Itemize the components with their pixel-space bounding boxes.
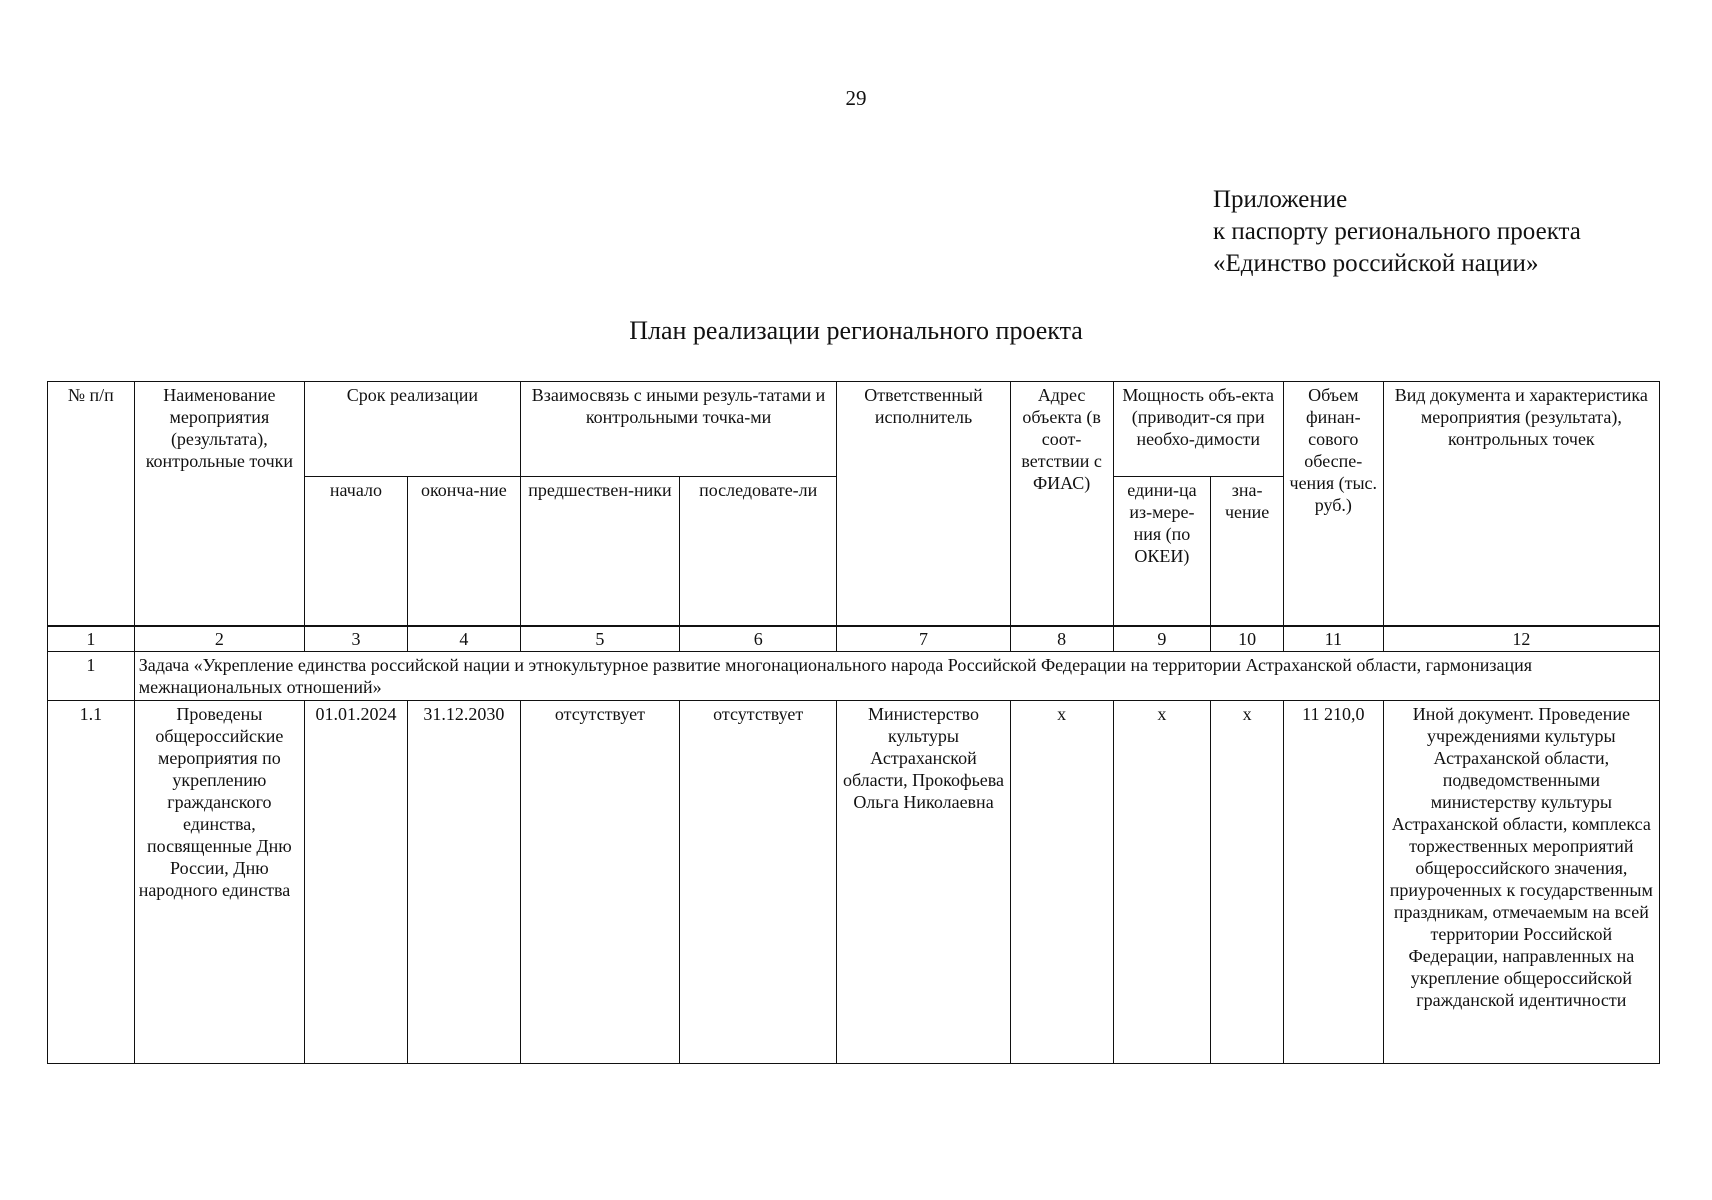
column-number: 12 bbox=[1383, 626, 1659, 652]
header-capacity: Мощность объ-екта (приводит-ся при необхо-димости bbox=[1113, 382, 1283, 477]
task-number: 1 bbox=[48, 652, 135, 701]
column-number: 6 bbox=[680, 626, 837, 652]
plan-table bbox=[47, 381, 1660, 1064]
activity-name: Проведены общероссийские мероприятия по укреплению гражданского единства, посвященные Дню России, Дню народного единства bbox=[134, 701, 304, 1064]
appendix-note bbox=[1213, 184, 1581, 280]
responsible-cell: Министерство культуры Астраханской области, Прокофьева Ольга Николаевна bbox=[837, 701, 1010, 1064]
column-number: 7 bbox=[837, 626, 1010, 652]
start-date: 01.01.2024 bbox=[305, 701, 408, 1064]
unit-cell: x bbox=[1113, 701, 1211, 1064]
column-number: 4 bbox=[407, 626, 520, 652]
page-number: 29 bbox=[845, 86, 867, 110]
column-number: 9 bbox=[1113, 626, 1211, 652]
header-relation: Взаимосвязь с иными резуль-татами и контрольными точка-ми bbox=[520, 382, 837, 477]
task-text: Задача «Укрепление единства российской нации и этнокультурное развитие многонационального народа Российской Федерации на территории Астраханской области, гармонизация межнациональных отношений» bbox=[134, 652, 1659, 701]
appendix-line-2: к паспорту регионального проекта bbox=[1213, 218, 1581, 245]
value-cell: x bbox=[1211, 701, 1284, 1064]
header-address: Адрес объекта (в соот-ветствии с ФИАС) bbox=[1010, 382, 1113, 627]
header-value: зна-чение bbox=[1211, 477, 1284, 627]
address-cell: x bbox=[1010, 701, 1113, 1064]
header-doc-type: Вид документа и характеристика мероприятия (результата), контрольных точек bbox=[1383, 382, 1659, 627]
appendix-line-3: «Единство российской нации» bbox=[1213, 250, 1539, 277]
end-date: 31.12.2030 bbox=[407, 701, 520, 1064]
header-successors: последовате-ли bbox=[680, 477, 837, 627]
predecessors-cell: отсутствует bbox=[520, 701, 679, 1064]
funding-cell: 11 210,0 bbox=[1283, 701, 1383, 1064]
column-number: 11 bbox=[1283, 626, 1383, 652]
row-number: 1.1 bbox=[48, 701, 135, 1064]
column-number-row bbox=[48, 626, 1660, 652]
header-num: № п/п bbox=[48, 382, 135, 627]
column-number: 3 bbox=[305, 626, 408, 652]
column-number: 5 bbox=[520, 626, 679, 652]
header-responsible: Ответственный исполнитель bbox=[837, 382, 1010, 627]
header-term-start: начало bbox=[305, 477, 408, 627]
header-term-end: оконча-ние bbox=[407, 477, 520, 627]
column-number: 2 bbox=[134, 626, 304, 652]
successors-cell: отсутствует bbox=[680, 701, 837, 1064]
task-row bbox=[48, 652, 1660, 701]
appendix-line-1: Приложение bbox=[1213, 186, 1348, 213]
document-title: План реализации регионального проекта bbox=[629, 316, 1083, 345]
column-number: 8 bbox=[1010, 626, 1113, 652]
table-row bbox=[48, 701, 1660, 1064]
header-funding: Объем финан-сового обеспе-чения (тыс. руб.) bbox=[1283, 382, 1383, 627]
header-term: Срок реализации bbox=[305, 382, 521, 477]
column-number: 10 bbox=[1211, 626, 1284, 652]
column-number: 1 bbox=[48, 626, 135, 652]
header-unit: едини-ца из-мере-ния (по ОКЕИ) bbox=[1113, 477, 1211, 627]
header-name: Наименование мероприятия (результата), контрольные точки bbox=[134, 382, 304, 627]
doc-type-cell: Иной документ. Проведение учреждениями культуры Астраханской области, подведомственными министерству культуры Астраханской области, комплекса торжественных мероприятий общероссийского значения, приуроченных к государственным праздникам, отмечаемым на всей территории Российской Федерации, направленных на укрепление общероссийской гражданской идентичности bbox=[1383, 701, 1659, 1064]
header-predecessors: предшествен-ники bbox=[520, 477, 679, 627]
